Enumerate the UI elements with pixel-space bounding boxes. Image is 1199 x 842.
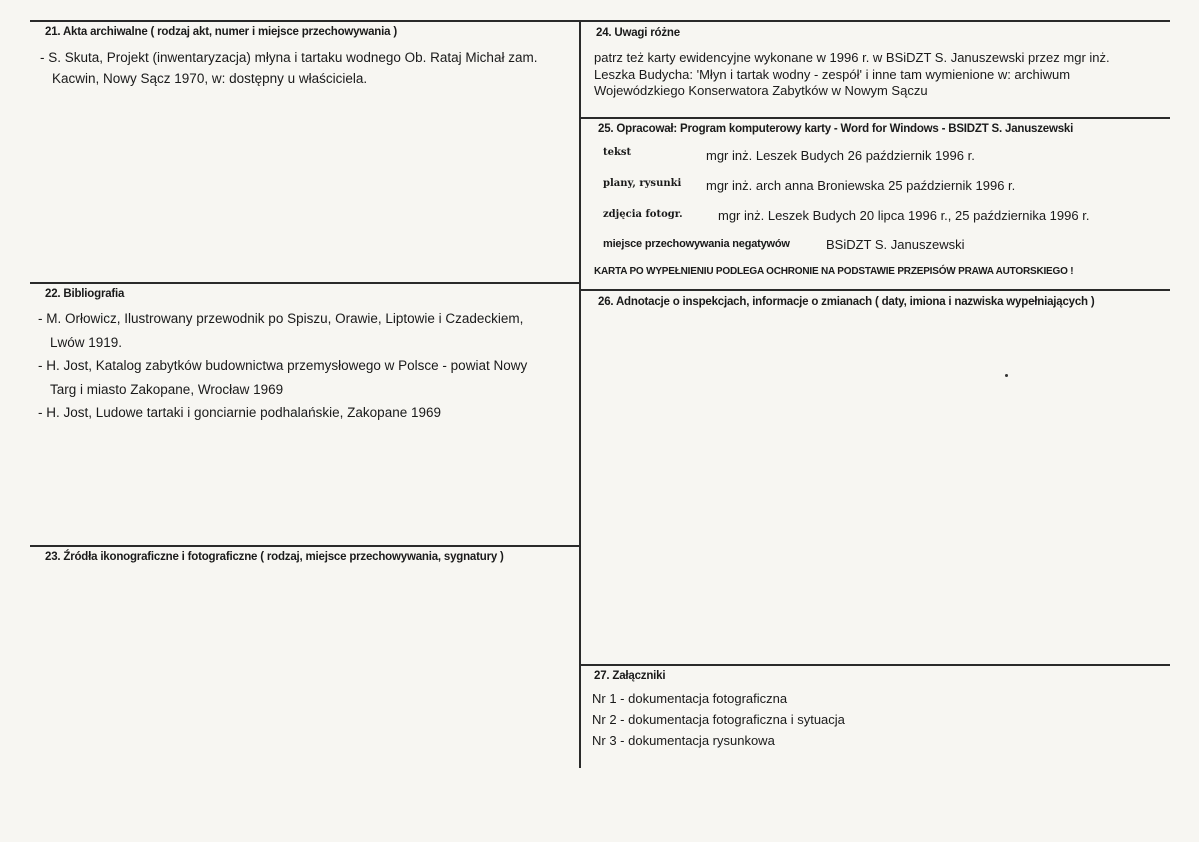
remarks-line: Wojewódzkiego Konserwatora Zabytków w Nowym Sączu <box>594 83 928 98</box>
rule-25-26 <box>581 289 1170 291</box>
section-21-heading: 21. Akta archiwalne ( rodzaj akt, numer i miejsce przechowywania ) <box>45 26 397 38</box>
negatives-value: BSiDZT S. Januszewski <box>826 237 965 252</box>
value-zdjecia: mgr inż. Leszek Budych 20 lipca 1996 r., 25 października 1996 r. <box>718 208 1090 223</box>
value-tekst: mgr inż. Leszek Budych 26 październik 1996 r. <box>706 148 975 163</box>
section-27-heading: 27. Załączniki <box>594 670 666 682</box>
bibliography-entry: - M. Orłowicz, Ilustrowany przewodnik po Spiszu, Orawie, Liptowie i Czadeckiem, <box>38 311 524 326</box>
bibliography-entry-cont: Targ i miasto Zakopane, Wrocław 1969 <box>50 381 284 397</box>
archive-entry-cont: Kacwin, Nowy Sącz 1970, w: dostępny u właściciela. <box>52 71 368 86</box>
attachment-item: Nr 2 - dokumentacja fotograficzna i sytuacja <box>592 712 845 727</box>
rule-26-27 <box>581 664 1170 666</box>
remarks-line: Leszka Budycha: 'Młyn i tartak wodny - zespół' i inne tam wymienione w: archiwum <box>594 66 1071 82</box>
speck-mark <box>1005 374 1008 377</box>
negatives-label: miejsce przechowywania negatywów <box>603 238 790 250</box>
section-21-content <box>40 47 575 89</box>
attachment-item: Nr 1 - dokumentacja fotograficzna <box>592 691 788 706</box>
bibliography-entry-cont: Lwów 1919. <box>50 334 123 350</box>
rule-24-25 <box>581 117 1170 119</box>
center-divider <box>579 20 581 768</box>
rule-21-22 <box>30 282 581 284</box>
label-tekst: tekst <box>603 147 632 158</box>
value-plany: mgr inż. arch anna Broniewska 25 październik 1996 r. <box>706 178 1016 193</box>
label-plany: plany, rysunki <box>603 178 682 189</box>
section-24-heading: 24. Uwagi różne <box>596 27 680 39</box>
bibliography-entry: - H. Jost, Katalog zabytków budownictwa przemysłowego w Polsce - powiat Nowy <box>38 358 528 373</box>
section-27-content <box>592 688 845 751</box>
archive-entry: - S. Skuta, Projekt (inwentaryzacja) młyna i tartaku wodnego Ob. Rataj Michał zam. <box>40 50 538 65</box>
section-24-content <box>594 50 1159 100</box>
section-22-heading: 22. Bibliografia <box>45 288 125 300</box>
attachment-item: Nr 3 - dokumentacja rysunkowa <box>592 733 775 748</box>
copyright-notice: KARTA PO WYPEŁNIENIU PODLEGA OCHRONIE NA PODSTAWIE PRZEPISÓW PRAWA AUTORSKIEGO ! <box>594 266 1074 277</box>
top-rule <box>30 20 1170 22</box>
remarks-line: patrz też karty ewidencyjne wykonane w 1996 r. w BSiDZT S. Januszewski przez mgr inż. <box>594 50 1110 65</box>
label-zdjecia: zdjęcia fotogr. <box>603 209 683 220</box>
bibliography-entry: - H. Jost, Ludowe tartaki i gonciarnie podhalańskie, Zakopane 1969 <box>38 405 441 420</box>
section-22-content <box>38 307 573 425</box>
section-23-heading: 23. Źródła ikonograficzne i fotograficzne ( rodzaj, miejsce przechowywania, sygnatury ) <box>45 551 504 563</box>
section-25-heading: 25. Opracował: Program komputerowy karty - Word for Windows - BSIDZT S. Januszewski <box>598 123 1074 135</box>
section-26-heading: 26. Adnotacje o inspekcjach, informacje o zmianach ( daty, imiona i nazwiska wypełniających ) <box>598 296 1095 308</box>
rule-22-23 <box>30 545 581 547</box>
